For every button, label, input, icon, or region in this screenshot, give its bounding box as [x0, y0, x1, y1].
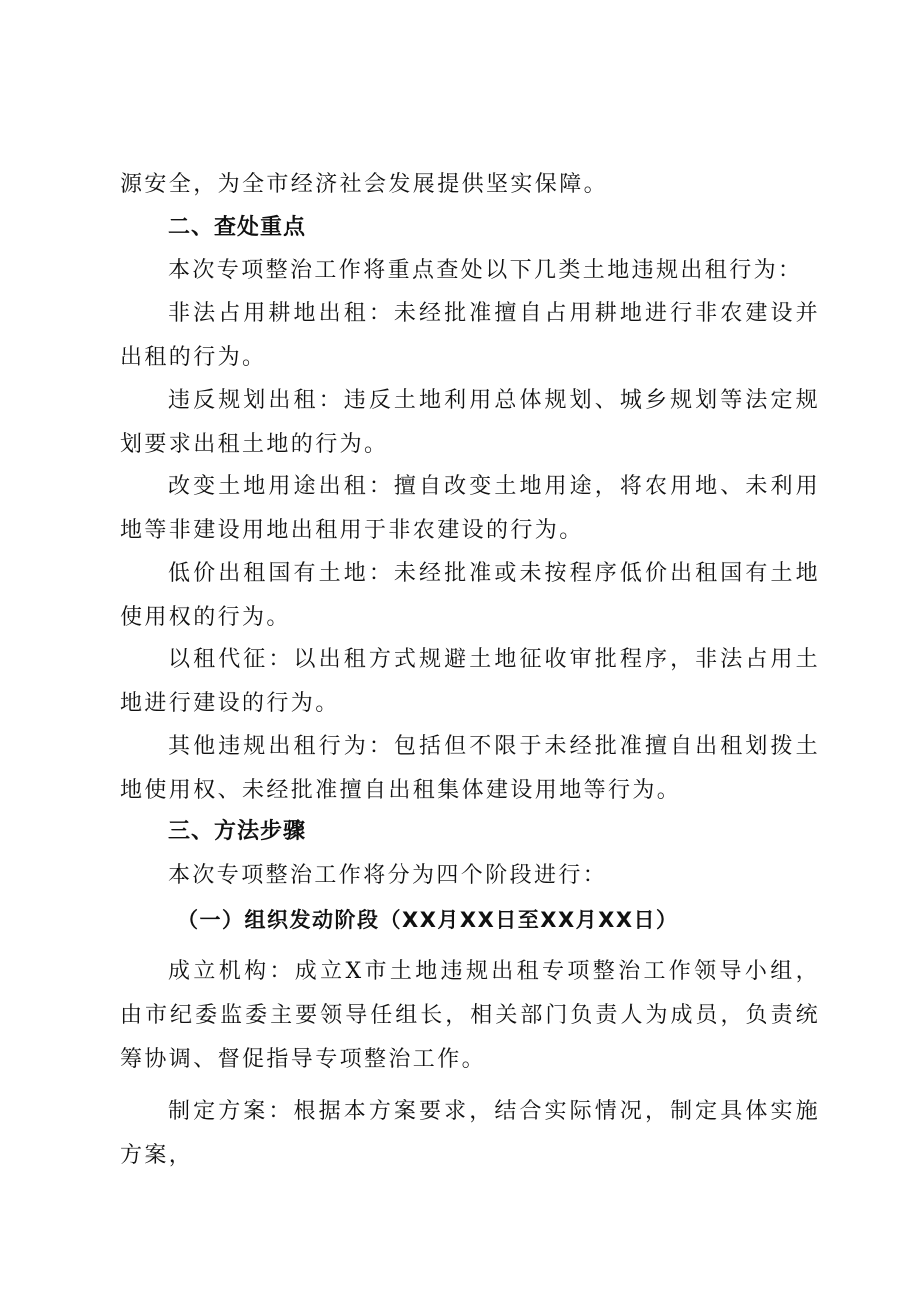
paragraph-formulate-plan: 制定方案：根据本方案要求，结合实际情况，制定具体实施方案，: [120, 1099, 820, 1168]
section-heading-method-steps: 三、方法步骤: [168, 819, 307, 844]
paragraph-illegal-farmland: 非法占用耕地出租：未经批准擅自占用耕地进行非农建设并出租的行为。: [120, 301, 820, 370]
paragraph-establish-organization: 成立机构：成立X市土地违规出租专项整治工作领导小组，由市纪委监委主要领导任组长，相关部门负责人为成员，负责统筹协调、督促指导专项整治工作。: [120, 959, 820, 1072]
subheading-mobilization-stage: （一）组织发动阶段（XX月XX日至XX月XX日）: [177, 908, 679, 932]
paragraph-low-price-state-land: 低价出租国有土地：未经批准或未按程序低价出租国有土地使用权的行为。: [120, 561, 820, 630]
paragraph-intro-focus: 本次专项整治工作将重点查处以下几类土地违规出租行为：: [168, 258, 803, 283]
paragraph-violating-planning: 违反规划出租：违反土地利用总体规划、城乡规划等法定规划要求出租土地的行为。: [120, 388, 820, 457]
paragraph-four-stages: 本次专项整治工作将分为四个阶段进行：: [168, 863, 608, 888]
paragraph-lease-instead-of-expropriation: 以租代征：以出租方式规避土地征收审批程序，非法占用土地进行建设的行为。: [120, 647, 820, 716]
paragraph-continuation: 源安全，为全市经济社会发展提供坚实保障。: [120, 172, 609, 197]
paragraph-other-violations: 其他违规出租行为：包括但不限于未经批准擅自出租划拨土地使用权、未经批准擅自出租集体建设用地等行为。: [120, 734, 820, 803]
paragraph-changing-land-use: 改变土地用途出租：擅自改变土地用途，将农用地、未利用地等非建设用地出租用于非农建设的行为。: [120, 474, 820, 543]
section-heading-investigation-focus: 二、查处重点: [168, 215, 307, 240]
